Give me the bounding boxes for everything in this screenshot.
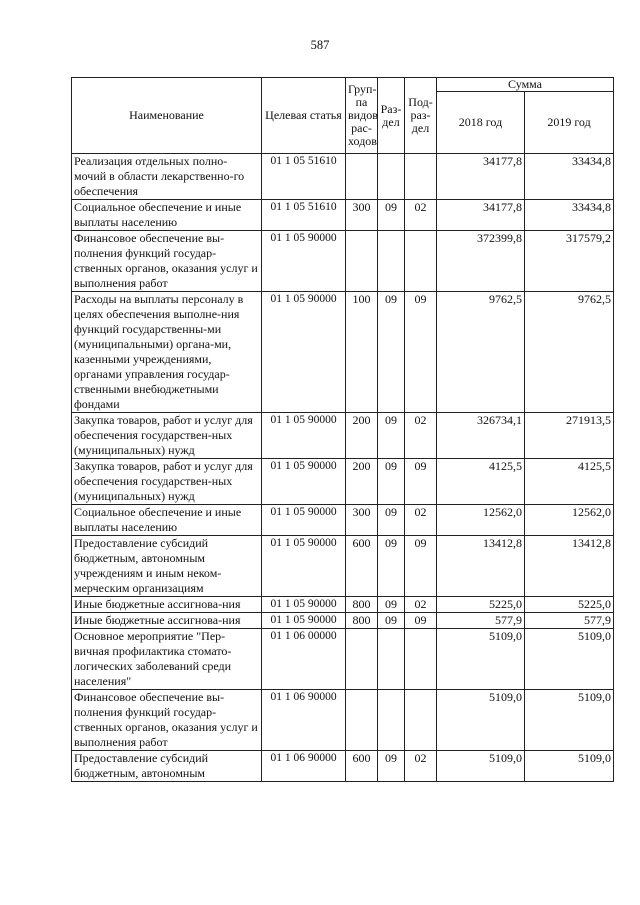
table-row [72, 200, 614, 231]
table-row [72, 231, 614, 292]
cell-expense-group: 300 [346, 505, 378, 536]
cell-subsection: 02 [405, 413, 437, 459]
cell-section [378, 231, 405, 292]
cell-target-article: 01 1 05 51610 [262, 200, 346, 231]
cell-section: 09 [378, 200, 405, 231]
cell-subsection: 02 [405, 597, 437, 613]
header-year-2018: 2018 год [437, 92, 525, 154]
cell-expense-group: 200 [346, 413, 378, 459]
cell-subsection: 09 [405, 536, 437, 597]
cell-sum-2019: 33434,8 [525, 154, 614, 200]
cell-sum-2019: 5109,0 [525, 629, 614, 690]
cell-section [378, 629, 405, 690]
cell-target-article: 01 1 06 90000 [262, 690, 346, 751]
cell-subsection: 09 [405, 459, 437, 505]
cell-subsection [405, 231, 437, 292]
cell-subsection: 09 [405, 292, 437, 413]
cell-sum-2018: 9762,5 [437, 292, 525, 413]
cell-subsection [405, 690, 437, 751]
cell-sum-2019: 4125,5 [525, 459, 614, 505]
cell-name: Закупка товаров, работ и услуг для обеспечения государствен-ных (муниципальных) нужд [72, 413, 262, 459]
cell-name: Реализация отдельных полно-мочий в области лекарственно-го обеспечения [72, 154, 262, 200]
cell-target-article: 01 1 05 90000 [262, 613, 346, 629]
cell-sum-2018: 372399,8 [437, 231, 525, 292]
cell-expense-group: 200 [346, 459, 378, 505]
budget-table [71, 77, 614, 782]
cell-sum-2019: 5225,0 [525, 597, 614, 613]
cell-section: 09 [378, 613, 405, 629]
table-row [72, 536, 614, 597]
cell-expense-group [346, 690, 378, 751]
cell-name: Финансовое обеспечение вы-полнения функций государ-ственных органов, оказания услуг и выполнения работ [72, 690, 262, 751]
cell-target-article: 01 1 05 90000 [262, 292, 346, 413]
cell-section: 09 [378, 413, 405, 459]
cell-target-article: 01 1 06 90000 [262, 751, 346, 782]
cell-section: 09 [378, 292, 405, 413]
cell-subsection [405, 154, 437, 200]
table-header [72, 78, 614, 154]
cell-sum-2019: 9762,5 [525, 292, 614, 413]
cell-name: Закупка товаров, работ и услуг для обеспечения государствен-ных (муниципальных) нужд [72, 459, 262, 505]
cell-sum-2018: 5109,0 [437, 690, 525, 751]
cell-name: Основное мероприятие "Пер-вичная профилактика стомато-логических заболеваний среди населения" [72, 629, 262, 690]
header-group: Груп-па видов рас-ходов [346, 78, 378, 154]
cell-section: 09 [378, 751, 405, 782]
cell-name: Социальное обеспечение и иные выплаты населению [72, 200, 262, 231]
cell-target-article: 01 1 05 90000 [262, 231, 346, 292]
cell-name: Иные бюджетные ассигнова-ния [72, 613, 262, 629]
cell-name: Предоставление субсидий бюджетным, автономным учреждениям и иным неком-мерческим организациям [72, 536, 262, 597]
cell-target-article: 01 1 05 90000 [262, 536, 346, 597]
cell-target-article: 01 1 05 90000 [262, 505, 346, 536]
cell-sum-2019: 271913,5 [525, 413, 614, 459]
cell-name: Иные бюджетные ассигнова-ния [72, 597, 262, 613]
cell-target-article: 01 1 06 00000 [262, 629, 346, 690]
cell-sum-2019: 12562,0 [525, 505, 614, 536]
page-number: 587 [310, 38, 330, 52]
table-body [72, 154, 614, 782]
table-row [72, 690, 614, 751]
cell-expense-group [346, 231, 378, 292]
table-row [72, 629, 614, 690]
cell-sum-2019: 317579,2 [525, 231, 614, 292]
table-row [72, 597, 614, 613]
cell-sum-2018: 5109,0 [437, 629, 525, 690]
cell-section: 09 [378, 459, 405, 505]
cell-subsection: 02 [405, 751, 437, 782]
header-year-2019: 2019 год [525, 92, 614, 154]
cell-expense-group: 600 [346, 536, 378, 597]
cell-expense-group: 800 [346, 597, 378, 613]
cell-name: Социальное обеспечение и иные выплаты населению [72, 505, 262, 536]
cell-sum-2019: 13412,8 [525, 536, 614, 597]
cell-target-article: 01 1 05 90000 [262, 413, 346, 459]
cell-expense-group [346, 154, 378, 200]
cell-subsection [405, 629, 437, 690]
table-row [72, 505, 614, 536]
cell-section: 09 [378, 597, 405, 613]
cell-expense-group: 300 [346, 200, 378, 231]
cell-expense-group: 100 [346, 292, 378, 413]
cell-target-article: 01 1 05 90000 [262, 597, 346, 613]
cell-name: Предоставление субсидий бюджетным, автономным [72, 751, 262, 782]
table-row [72, 154, 614, 200]
header-target: Целевая статья [262, 78, 346, 154]
table-row [72, 413, 614, 459]
cell-sum-2018: 12562,0 [437, 505, 525, 536]
table-row [72, 613, 614, 629]
cell-sum-2018: 577,9 [437, 613, 525, 629]
cell-sum-2018: 34177,8 [437, 154, 525, 200]
table-row [72, 751, 614, 782]
header-name: Наименование [72, 78, 262, 154]
cell-target-article: 01 1 05 90000 [262, 459, 346, 505]
cell-section: 09 [378, 505, 405, 536]
header-subsection: Под-раз-дел [405, 78, 437, 154]
cell-section [378, 690, 405, 751]
cell-sum-2018: 326734,1 [437, 413, 525, 459]
cell-expense-group: 800 [346, 613, 378, 629]
cell-expense-group [346, 629, 378, 690]
cell-subsection: 02 [405, 505, 437, 536]
cell-sum-2018: 5225,0 [437, 597, 525, 613]
cell-sum-2019: 5109,0 [525, 690, 614, 751]
cell-sum-2018: 13412,8 [437, 536, 525, 597]
table-row [72, 459, 614, 505]
cell-target-article: 01 1 05 51610 [262, 154, 346, 200]
cell-sum-2018: 5109,0 [437, 751, 525, 782]
cell-section: 09 [378, 536, 405, 597]
header-sum: Сумма [437, 78, 614, 92]
cell-expense-group: 600 [346, 751, 378, 782]
cell-sum-2019: 33434,8 [525, 200, 614, 231]
cell-sum-2019: 577,9 [525, 613, 614, 629]
cell-subsection: 02 [405, 200, 437, 231]
table-row [72, 292, 614, 413]
cell-name: Расходы на выплаты персоналу в целях обеспечения выполне-ния функций государственны-ми (муниципальными) органа-ми, казенными учреждениями, органами управления государ-ственными внебюджетными фондами [72, 292, 262, 413]
cell-sum-2018: 4125,5 [437, 459, 525, 505]
cell-sum-2018: 34177,8 [437, 200, 525, 231]
cell-sum-2019: 5109,0 [525, 751, 614, 782]
header-section: Раз-дел [378, 78, 405, 154]
cell-name: Финансовое обеспечение вы-полнения функций государ-ственных органов, оказания услуг и выполнения работ [72, 231, 262, 292]
cell-subsection: 09 [405, 613, 437, 629]
cell-section [378, 154, 405, 200]
